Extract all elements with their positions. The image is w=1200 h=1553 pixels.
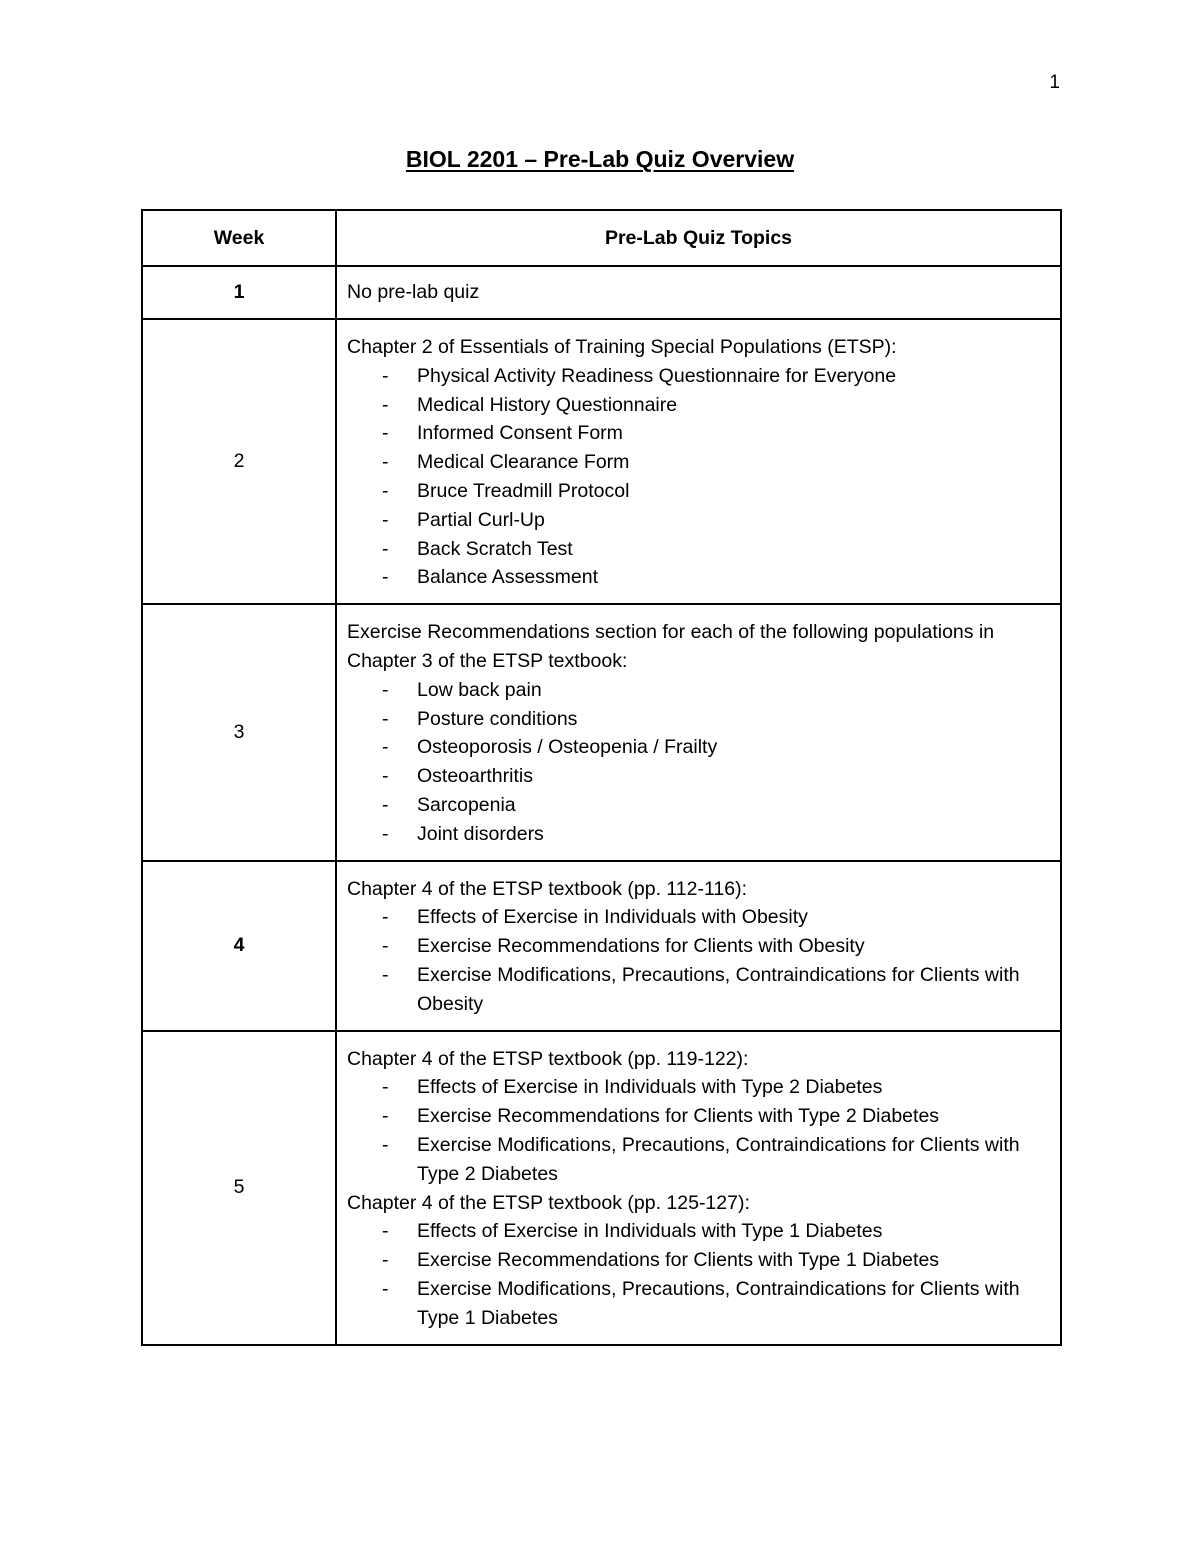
dash-bullet: - xyxy=(382,765,389,788)
page-number: 1 xyxy=(1049,72,1060,93)
dash-bullet: - xyxy=(382,1277,389,1300)
list-item-text: Exercise Recommendations for Clients with Type 1 Diabetes xyxy=(417,1249,940,1272)
week-number: 5 xyxy=(142,1031,336,1345)
dash-bullet: - xyxy=(382,793,389,816)
table-row xyxy=(142,266,1061,319)
header-week: Week xyxy=(142,210,336,266)
dash-bullet: - xyxy=(382,479,389,502)
dash-bullet: - xyxy=(382,963,389,986)
dash-bullet: - xyxy=(382,822,389,845)
list-item-text: Low back pain xyxy=(417,678,542,701)
list-item-text: Medical History Questionnaire xyxy=(417,393,678,416)
quiz-overview-table xyxy=(141,209,1062,1346)
list-item xyxy=(347,1102,1050,1131)
list-item-text: Exercise Modifications, Precautions, Contraindications for Clients with Obesity xyxy=(417,963,1020,1015)
list-item xyxy=(347,506,1050,535)
dash-bullet: - xyxy=(382,678,389,701)
table-row xyxy=(142,1031,1061,1345)
dash-bullet: - xyxy=(382,508,389,531)
list-item xyxy=(347,1246,1050,1275)
list-item xyxy=(347,1131,1050,1189)
topic-intro: Chapter 2 of Essentials of Training Special Populations (ETSP): xyxy=(347,336,897,358)
topic-list xyxy=(347,903,1050,1018)
list-item-text: Sarcopenia xyxy=(417,793,516,816)
list-item xyxy=(347,1073,1050,1102)
list-item xyxy=(347,791,1050,820)
dash-bullet: - xyxy=(382,451,389,474)
topic-intro: Chapter 4 of the ETSP textbook (pp. 119-122): xyxy=(347,1047,749,1070)
list-item-text: Exercise Modifications, Precautions, Contraindications for Clients with Type 1 Diabetes xyxy=(417,1277,1020,1329)
list-item xyxy=(347,820,1050,849)
dash-bullet: - xyxy=(382,707,389,730)
list-item xyxy=(347,961,1050,1019)
list-item xyxy=(347,932,1050,961)
dash-bullet: - xyxy=(382,364,389,387)
list-item-text: Effects of Exercise in Individuals with Type 1 Diabetes xyxy=(417,1220,883,1243)
list-item-text: Physical Activity Readiness Questionnaire for Everyone xyxy=(417,364,897,387)
dash-bullet: - xyxy=(382,1220,389,1243)
list-item xyxy=(347,705,1050,734)
list-item-text: Posture conditions xyxy=(417,707,578,730)
week-number: 4 xyxy=(142,861,336,1031)
table-row xyxy=(142,604,1061,860)
list-item xyxy=(347,903,1050,932)
list-item xyxy=(347,676,1050,705)
topic-intro: Chapter 4 of the ETSP textbook (pp. 125-127): xyxy=(347,1191,750,1214)
week-number: 1 xyxy=(142,266,336,319)
list-item-text: Osteoarthritis xyxy=(417,765,533,788)
list-item-text: Balance Assessment xyxy=(417,566,599,589)
list-item-text: Effects of Exercise in Individuals with Type 2 Diabetes xyxy=(417,1076,883,1099)
dash-bullet: - xyxy=(382,537,389,560)
list-item-text: Partial Curl-Up xyxy=(417,508,545,531)
dash-bullet: - xyxy=(382,935,389,958)
list-item xyxy=(347,391,1050,420)
table-row xyxy=(142,319,1061,604)
dash-bullet: - xyxy=(382,1133,389,1156)
topic-cell xyxy=(336,319,1061,604)
list-item-text: Bruce Treadmill Protocol xyxy=(417,479,630,502)
dash-bullet: - xyxy=(382,1249,389,1272)
topic-cell xyxy=(336,861,1061,1031)
list-item-text: Exercise Modifications, Precautions, Contraindications for Clients with Type 2 Diabetes xyxy=(417,1133,1020,1185)
dash-bullet: - xyxy=(382,422,389,445)
topic-list xyxy=(347,1073,1050,1188)
dash-bullet: - xyxy=(382,393,389,416)
table-header-row xyxy=(142,210,1061,266)
list-item xyxy=(347,362,1050,391)
list-item xyxy=(347,419,1050,448)
dash-bullet: - xyxy=(382,1076,389,1099)
dash-bullet: - xyxy=(382,566,389,589)
list-item xyxy=(347,563,1050,592)
list-item-text: Effects of Exercise in Individuals with Obesity xyxy=(417,906,808,929)
list-item xyxy=(347,535,1050,564)
topic-text: No pre-lab quiz xyxy=(347,281,480,304)
topic-list xyxy=(347,676,1050,849)
list-item-text: Informed Consent Form xyxy=(417,422,623,445)
list-item xyxy=(347,477,1050,506)
list-item-text: Back Scratch Test xyxy=(417,537,573,560)
list-item-text: Osteoporosis / Osteopenia / Frailty xyxy=(417,736,718,759)
list-item-text: Exercise Recommendations for Clients with Type 2 Diabetes xyxy=(417,1105,940,1128)
topic-list xyxy=(347,1217,1050,1332)
list-item-text: Exercise Recommendations for Clients with Obesity xyxy=(417,935,865,958)
list-item-text: Medical Clearance Form xyxy=(417,451,630,474)
dash-bullet: - xyxy=(382,736,389,759)
list-item xyxy=(347,448,1050,477)
week-number: 3 xyxy=(142,604,336,860)
topic-intro: Chapter 4 of the ETSP textbook (pp. 112-116): xyxy=(347,877,747,900)
list-item xyxy=(347,1217,1050,1246)
dash-bullet: - xyxy=(382,1105,389,1128)
week-number: 2 xyxy=(142,319,336,604)
topic-intro: Exercise Recommendations section for each of the following populations in Chapter 3 of the ETSP textbook: xyxy=(347,621,995,672)
topic-cell xyxy=(336,1031,1061,1345)
topic-cell xyxy=(336,604,1061,860)
list-item xyxy=(347,762,1050,791)
document-title: BIOL 2201 – Pre-Lab Quiz Overview xyxy=(405,146,795,172)
list-item xyxy=(347,1275,1050,1333)
topic-list xyxy=(347,362,1050,592)
topic-cell xyxy=(336,266,1061,319)
list-item xyxy=(347,733,1050,762)
list-item-text: Joint disorders xyxy=(417,822,544,845)
dash-bullet: - xyxy=(382,906,389,929)
table-row xyxy=(142,861,1061,1031)
header-topics: Pre-Lab Quiz Topics xyxy=(336,210,1061,266)
